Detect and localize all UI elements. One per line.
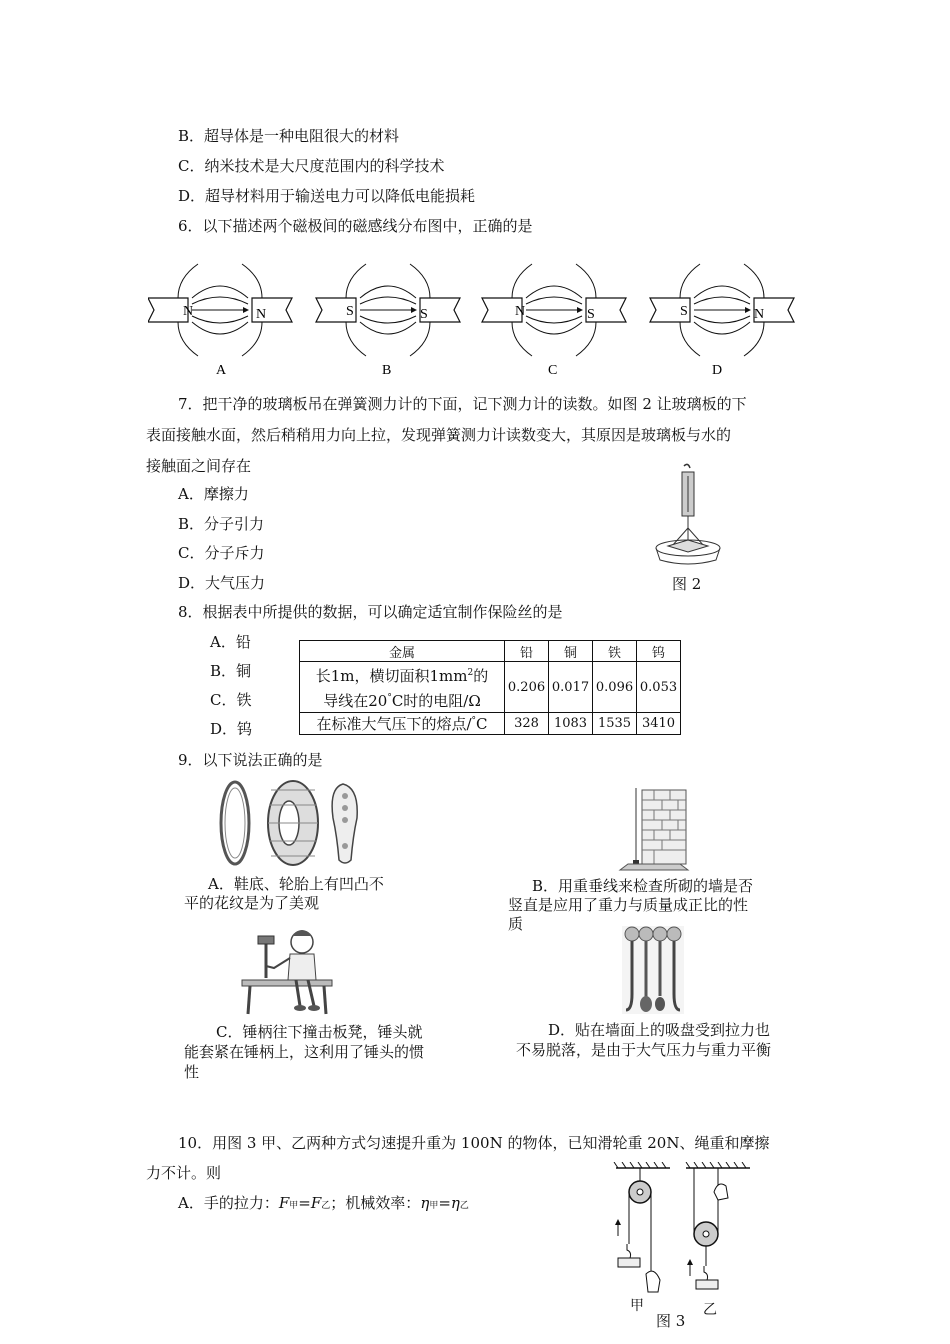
- q9-option-d-line-2: 不易脱落，是由于大气压力与重力平衡: [516, 1041, 772, 1059]
- magnet-d-left-pole: S: [680, 304, 688, 319]
- label-text: 的: [473, 667, 489, 685]
- degree-sign: °: [471, 716, 477, 726]
- table-header-cell: 金属: [300, 641, 505, 662]
- symbol-eta: η: [420, 1194, 430, 1212]
- label-text: C: [476, 715, 488, 733]
- symbol-eta: η: [450, 1194, 460, 1212]
- magnet-field-diagrams: [148, 258, 808, 380]
- label-text: 导线在20: [323, 692, 388, 710]
- subscript: 甲: [289, 1201, 299, 1211]
- magnet-d-label: D: [712, 363, 723, 378]
- table-cell: 0.017: [549, 662, 593, 713]
- magnet-c-label: C: [548, 363, 558, 378]
- table-cell: 0.206: [505, 662, 549, 713]
- spring-scale-figure: [650, 462, 730, 572]
- label-text: C时的电阻/Ω: [391, 692, 481, 710]
- table-cell: 1535: [593, 713, 637, 735]
- q10-line-2: 力不计。则: [146, 1164, 222, 1182]
- text: ；机械效率：: [330, 1194, 421, 1212]
- text: A．手的拉力：: [178, 1194, 279, 1212]
- q7-line-2: 表面接触水面，然后稍稍用力向上拉，发现弹簧测力计读数变大，其原因是玻璃板与水的: [146, 426, 732, 444]
- table-header-cell: 钨: [637, 641, 681, 662]
- pulley-systems-figure: [610, 1162, 760, 1310]
- figure-2-caption: 图 2: [672, 575, 702, 593]
- figure-3-label-jia: 甲: [630, 1298, 644, 1314]
- subscript: 乙: [459, 1201, 469, 1211]
- subscript: 甲: [429, 1201, 439, 1211]
- text: =: [438, 1194, 451, 1212]
- magnet-b-left-pole: S: [346, 304, 354, 319]
- magnet-d-right-pole: N: [754, 307, 765, 322]
- label-text: 在标准大气压下的熔点/: [316, 715, 472, 733]
- q7-line-1: 7．把干净的玻璃板吊在弹簧测力计的下面，记下测力计的读数。如图 2 让玻璃板的下: [178, 395, 747, 413]
- subscript: 乙: [321, 1201, 331, 1211]
- table-row-label: [300, 713, 505, 735]
- q8-option-a: A．铅: [210, 633, 251, 651]
- brick-wall-image: [618, 786, 692, 872]
- q7-line-3: 接触面之间存在: [146, 457, 252, 475]
- magnet-b-label: B: [382, 363, 392, 378]
- table-cell: 0.096: [593, 662, 637, 713]
- magnet-c-left-pole: N: [515, 304, 526, 319]
- symbol-f: F: [310, 1194, 322, 1212]
- q9-option-d-line-1: D．贴在墙面上的吸盘受到拉力也: [548, 1021, 771, 1039]
- text: =: [298, 1194, 311, 1212]
- q7-option-d: D．大气压力: [178, 574, 266, 592]
- q10-line-1: 10．用图 3 甲、乙两种方式匀速提升重为 100N 的物体，已知滑轮重 20N、绳重和摩擦: [178, 1134, 770, 1152]
- q8-stem: 8．根据表中所提供的数据，可以确定适宜制作保险丝的是: [178, 603, 563, 621]
- q9-option-b-line-3: 质: [508, 915, 524, 933]
- table-row: [300, 662, 681, 713]
- degree-sign: °: [387, 693, 392, 703]
- q6-stem: 6．以下描述两个磁极间的磁感线分布图中，正确的是: [178, 217, 533, 235]
- q9-option-b-line-1: B．用重垂线来检查所砌的墙是否: [532, 877, 754, 895]
- q5-option-d: D．超导材料用于输送电力可以降低电能损耗: [178, 187, 476, 205]
- table-header-cell: 铅: [505, 641, 549, 662]
- q9-stem: 9．以下说法正确的是: [178, 751, 323, 769]
- q9-option-c-line-1: C．锤柄往下撞击板凳，锤头就: [216, 1023, 423, 1041]
- q9-option-b-line-2: 竖直是应用了重力与质量成正比的性: [508, 896, 749, 914]
- metal-data-table: [299, 640, 681, 735]
- q10-option-a: [178, 1193, 469, 1216]
- table-header-cell: 铜: [549, 641, 593, 662]
- table-header-row: [300, 641, 681, 662]
- table-cell: 3410: [637, 713, 681, 735]
- table-row: [300, 713, 681, 735]
- figure-3-label-yi: 乙: [703, 1302, 717, 1318]
- magnet-a-right-pole: N: [256, 307, 267, 322]
- q8-option-b: B．铜: [210, 662, 252, 680]
- table-cell: 0.053: [637, 662, 681, 713]
- suction-cup-hooks-image: [620, 924, 686, 1016]
- q9-option-c-line-2: 能套紧在锤柄上，这利用了锤头的惯: [184, 1043, 425, 1061]
- q7-option-a: A．摩擦力: [178, 485, 249, 503]
- table-cell: 328: [505, 713, 549, 735]
- label-sup: 2: [467, 668, 474, 678]
- q5-option-c: C．纳米技术是大尺度范围内的科学技术: [178, 157, 445, 175]
- symbol-f: F: [278, 1194, 290, 1212]
- table-cell: 1083: [549, 713, 593, 735]
- table-row-label: [300, 662, 505, 713]
- table-header-cell: 铁: [593, 641, 637, 662]
- q9-option-a-line-1: A．鞋底、轮胎上有凹凸不: [208, 875, 384, 893]
- magnet-b-right-pole: S: [420, 307, 428, 322]
- figure-3-caption: 图 3: [656, 1312, 686, 1330]
- tires-and-shoe-sole-image: [215, 780, 365, 866]
- magnet-c-right-pole: S: [587, 307, 595, 322]
- hammer-bench-image: [240, 924, 336, 1016]
- magnet-a-left-pole: N: [183, 304, 194, 319]
- q8-option-c: C．铁: [210, 691, 252, 709]
- q9-option-a-line-2: 平的花纹是为了美观: [184, 894, 320, 912]
- q7-option-c: C．分子斥力: [178, 544, 265, 562]
- q9-option-c-line-3: 性: [184, 1063, 200, 1081]
- q5-option-b: B．超导体是一种电阻很大的材料: [178, 127, 400, 145]
- q7-option-b: B．分子引力: [178, 515, 265, 533]
- label-text: 长1m，横切面积1mm: [315, 667, 468, 685]
- q8-option-d: D．钨: [210, 720, 253, 738]
- magnet-a-label: A: [216, 363, 227, 378]
